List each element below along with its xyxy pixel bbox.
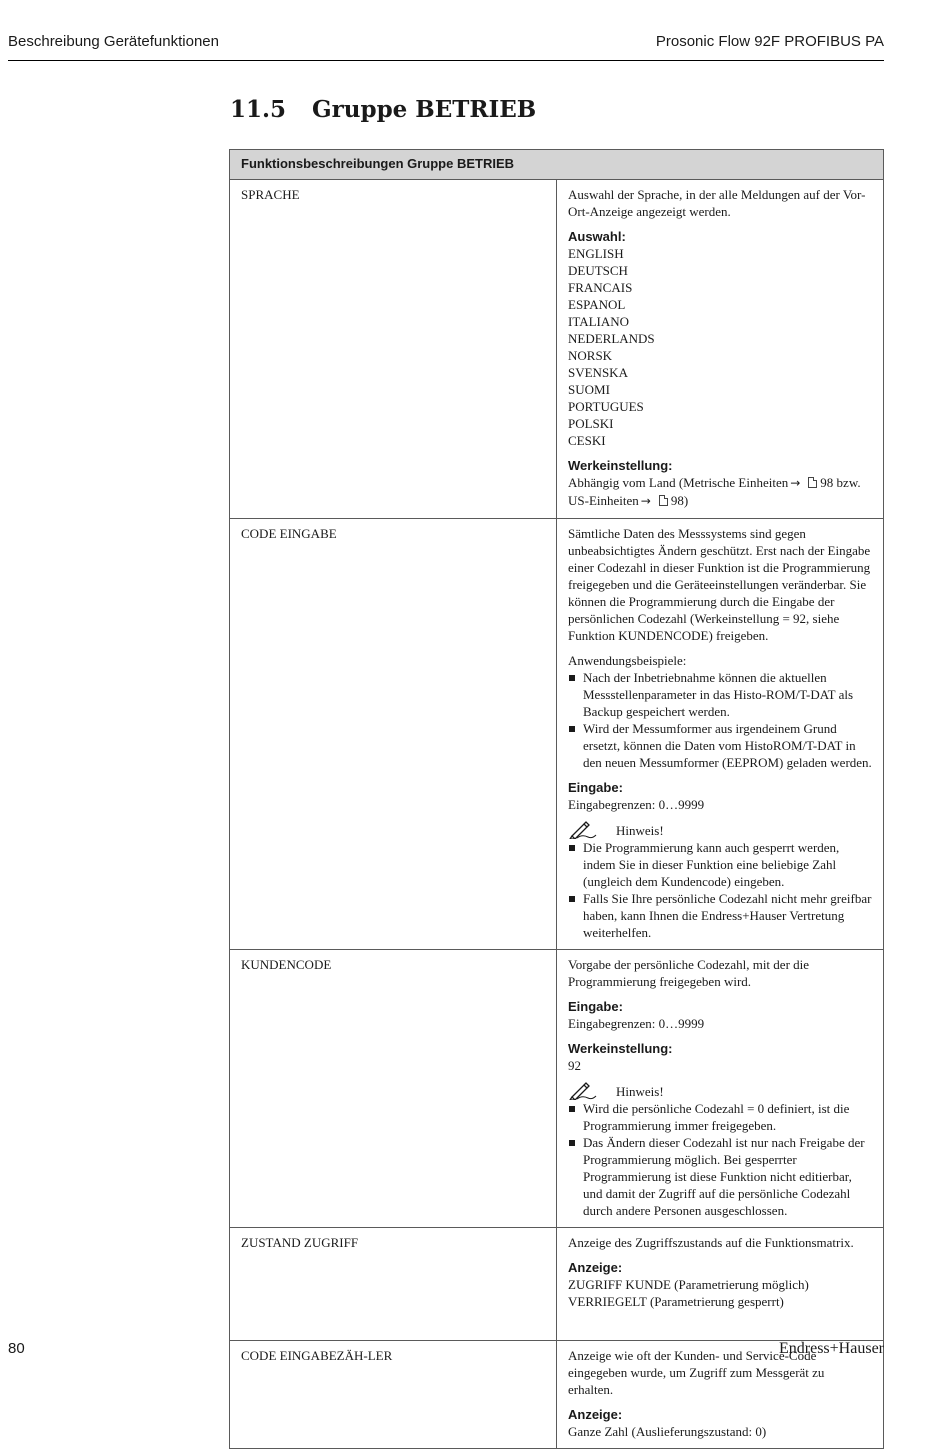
werkeinstellung-label: Werkeinstellung: bbox=[568, 458, 673, 473]
table-heading: Funktionsbeschreibungen Gruppe BETRIEB bbox=[230, 150, 884, 180]
list-item: Das Ändern dieser Codezahl ist nur nach Freigabe der Programmierung möglich. Bei gesperrter Programmierung ist diese Funktion nicht editierbar, und damit der Zugriff auf die persönliche Codezahl durch andere Personen ausgeschlossen. bbox=[568, 1134, 872, 1219]
list-item: Nach der Inbetriebnahme können die aktuellen Messstellenparameter in das Histo-ROM/T-DAT als Backup gespeichert werden. bbox=[568, 669, 872, 720]
table-row bbox=[230, 950, 884, 1228]
function-name-code-eingabe: CODE EINGABE bbox=[230, 519, 557, 950]
description-text: Sämtliche Daten des Messsystems sind gegen unbeabsichtigtes Ändern geschützt. Erst nach der Eingabe einer Codezahl in dieser Funktion ist die Programmierung freigegeben und die Geräteeinstellungen veränderbar. Sie können die Programmierung durch die Eingabe der persönlichen Codezahl (Werkeinstellung = 92, siehe Funktion KUNDENCODE) freigeben. bbox=[568, 526, 871, 643]
brand-footer: Endress+Hauser bbox=[779, 1340, 884, 1357]
function-description-kundencode bbox=[557, 950, 884, 1228]
eingabe-block bbox=[568, 779, 872, 813]
bullet-list bbox=[568, 839, 872, 941]
description-text: Anzeige wie oft der Kunden- und Service-Code eingegeben wurde, um Zugriff zum Messgerät zu erhalten. bbox=[568, 1348, 825, 1397]
function-name-kundencode: KUNDENCODE bbox=[230, 950, 557, 1228]
anzeige-label: Anzeige: bbox=[568, 1407, 623, 1422]
anzeige-value: VERRIEGELT (Parametrierung gesperrt) bbox=[568, 1294, 784, 1309]
hinweis-heading bbox=[568, 1082, 872, 1100]
description-text: Vorgabe der persönliche Codezahl, mit der die Programmierung freigegeben wird. bbox=[568, 957, 810, 989]
anzeige-block bbox=[568, 1259, 872, 1310]
function-name-sprache: SPRACHE bbox=[230, 180, 557, 519]
language-option: SUOMI bbox=[568, 382, 610, 397]
language-option: CESKI bbox=[568, 433, 606, 448]
list-item: Falls Sie Ihre persönliche Codezahl nicht mehr greifbar haben, kann Ihnen die Endress+Hauser Vertretung weiterhelfen. bbox=[568, 890, 872, 941]
section-number: 11.5 bbox=[230, 96, 287, 123]
werkeinstellung-block bbox=[568, 457, 872, 510]
function-name-zustand-zugriff: ZUSTAND ZUGRIFF bbox=[230, 1228, 557, 1341]
arrow-icon: → bbox=[640, 494, 651, 508]
list-item: Wird der Messumformer aus irgendeinem Grund ersetzt, können die Daten vom HistoROM/T-DAT in den neuen Messumformer (EEPROM) geladen werden. bbox=[568, 720, 872, 771]
function-name-code-eingabezaehler: CODE EINGABEZÄH-LER bbox=[230, 1341, 557, 1449]
werk-prefix: Abhängig vom Land (Metrische Einheiten bbox=[568, 475, 789, 490]
language-option: NEDERLANDS bbox=[568, 331, 655, 346]
anzeige-value: Ganze Zahl (Auslieferungszustand: 0) bbox=[568, 1424, 767, 1439]
list-item: Wird die persönliche Codezahl = 0 definiert, ist die Programmierung immer freigegeben. bbox=[568, 1100, 872, 1134]
werkeinstellung-value: 92 bbox=[568, 1058, 581, 1073]
language-option: ESPANOL bbox=[568, 297, 626, 312]
page-reference-icon bbox=[808, 477, 817, 488]
running-header-left: Beschreibung Gerätefunktionen bbox=[8, 33, 219, 50]
eingabe-label: Eingabe: bbox=[568, 999, 623, 1014]
section-heading: Gruppe BETRIEB bbox=[312, 96, 537, 123]
anzeige-value: ZUGRIFF KUNDE (Parametrierung möglich) bbox=[568, 1277, 809, 1292]
anzeige-label: Anzeige: bbox=[568, 1260, 623, 1275]
hinweis-block bbox=[568, 821, 872, 941]
hinweis-label: Hinweis! bbox=[616, 823, 664, 838]
hinweis-block bbox=[568, 1082, 872, 1219]
table-row bbox=[230, 180, 884, 519]
page-reference-icon bbox=[659, 495, 668, 506]
table-header-row bbox=[230, 150, 884, 180]
eingabe-value: Eingabegrenzen: 0…9999 bbox=[568, 797, 705, 812]
werkeinstellung-label: Werkeinstellung: bbox=[568, 1041, 673, 1056]
description-text: Anzeige des Zugriffszustands auf die Funktionsmatrix. bbox=[568, 1235, 854, 1250]
pencil-note-icon bbox=[568, 1082, 598, 1100]
function-description-sprache bbox=[557, 180, 884, 519]
function-description-code-eingabe bbox=[557, 519, 884, 950]
bullet-list bbox=[568, 1100, 872, 1219]
language-option: PORTUGUES bbox=[568, 399, 644, 414]
table-row bbox=[230, 519, 884, 950]
eingabe-value: Eingabegrenzen: 0…9999 bbox=[568, 1016, 705, 1031]
description-text: Auswahl der Sprache, in der alle Meldungen auf der Vor-Ort-Anzeige angezeigt werden. bbox=[568, 187, 866, 219]
auswahl-label: Auswahl: bbox=[568, 229, 626, 244]
anwendungsbeispiele-block bbox=[568, 652, 872, 771]
werkeinstellung-value bbox=[568, 474, 872, 510]
eingabe-block bbox=[568, 998, 872, 1032]
function-description-zustand-zugriff bbox=[557, 1228, 884, 1341]
pencil-note-icon bbox=[568, 821, 598, 839]
werk-page-ref-2: 98) bbox=[670, 493, 689, 508]
language-option: DEUTSCH bbox=[568, 263, 628, 278]
werkeinstellung-block bbox=[568, 1040, 872, 1074]
function-table bbox=[229, 149, 884, 1449]
language-option: SVENSKA bbox=[568, 365, 628, 380]
anwendungsbeispiele-label: Anwendungsbeispiele: bbox=[568, 653, 687, 668]
language-option: NORSK bbox=[568, 348, 613, 363]
hinweis-label: Hinweis! bbox=[616, 1084, 664, 1099]
language-option: FRANCAIS bbox=[568, 280, 633, 295]
page-number: 80 bbox=[8, 1340, 25, 1357]
language-option: ENGLISH bbox=[568, 246, 624, 261]
auswahl-block bbox=[568, 228, 872, 449]
table-row bbox=[230, 1228, 884, 1341]
eingabe-label: Eingabe: bbox=[568, 780, 623, 795]
language-option: POLSKI bbox=[568, 416, 614, 431]
list-item: Die Programmierung kann auch gesperrt werden, indem Sie in dieser Funktion eine beliebige Zahl (ungleich dem Kundencode) eingeben. bbox=[568, 839, 872, 890]
section-title bbox=[230, 96, 536, 123]
anzeige-block bbox=[568, 1406, 872, 1440]
header-rule bbox=[8, 60, 884, 61]
hinweis-heading bbox=[568, 821, 872, 839]
werk-page-ref-1: 98 bzw. US-Einheiten bbox=[568, 475, 861, 508]
bullet-list bbox=[568, 669, 872, 771]
arrow-icon: → bbox=[790, 476, 801, 490]
running-header-right: Prosonic Flow 92F PROFIBUS PA bbox=[655, 33, 884, 50]
language-option: ITALIANO bbox=[568, 314, 630, 329]
